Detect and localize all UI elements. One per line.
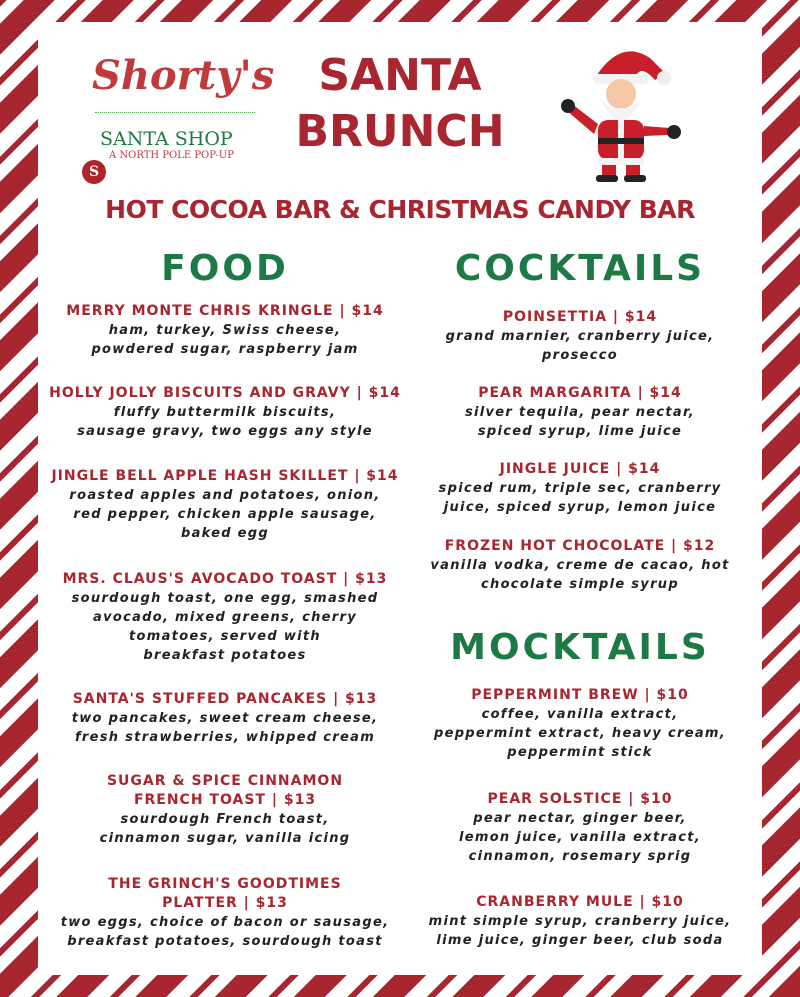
menu-item-name: SUGAR & SPICE CINNAMON FRENCH TOAST | $13 xyxy=(106,773,344,808)
menu-item-description: two pancakes, sweet cream cheese, xyxy=(71,711,379,726)
menu-item-name: PEPPERMINT BREW | $10 xyxy=(471,687,689,703)
menu-item xyxy=(415,893,745,950)
santa-icon xyxy=(560,38,690,183)
menu-item-description: chocolate simple syrup xyxy=(481,577,679,592)
menu-item-description: spiced rum, triple sec, cranberry xyxy=(438,481,722,496)
food-heading: FOOD xyxy=(161,248,289,289)
menu-item-description: two eggs, choice of bacon or sausage, xyxy=(60,915,390,930)
menu-item-description: mint simple syrup, cranberry juice, xyxy=(428,914,732,929)
menu-item-description: sourdough toast, one egg, smashed xyxy=(71,591,379,606)
menu-item xyxy=(40,570,410,665)
menu-item-description: sausage gravy, two eggs any style xyxy=(77,424,373,439)
menu-item-description: tomatoes, served with xyxy=(129,629,321,644)
menu-item-description: cinnamon sugar, vanilla icing xyxy=(99,831,351,846)
menu-item-name: POINSETTIA | $14 xyxy=(502,309,658,325)
menu-item-name: CRANBERRY MULE | $10 xyxy=(476,894,684,910)
menu-item-name: SANTA'S STUFFED PANCAKES | $13 xyxy=(72,691,378,707)
menu-item-description: baked egg xyxy=(180,526,270,541)
menu-item xyxy=(415,460,745,517)
menu-item-name: JINGLE BELL APPLE HASH SKILLET | $14 xyxy=(51,468,399,484)
menu-item-description: spiced syrup, lime juice xyxy=(477,424,683,439)
logo-script: Shorty's xyxy=(92,52,275,99)
menu-item-description: cinnamon, rosemary sprig xyxy=(468,849,692,864)
subtitle: HOT COCOA BAR & CHRISTMAS CANDY BAR xyxy=(105,195,695,224)
menu-item-description: lemon juice, vanilla extract, xyxy=(458,830,701,845)
menu-item-description: red pepper, chicken apple sausage, xyxy=(73,507,377,522)
menu-item xyxy=(415,537,745,594)
menu-item-description: fresh strawberries, whipped cream xyxy=(74,730,376,745)
menu-item-description: ham, turkey, Swiss cheese, xyxy=(108,323,342,338)
menu-item-description: roasted apples and potatoes, onion, xyxy=(69,488,381,503)
menu-item xyxy=(40,302,410,359)
menu-item xyxy=(40,467,410,543)
menu-item-description: breakfast potatoes xyxy=(143,648,307,663)
menu-item-description: lime juice, ginger beer, club soda xyxy=(436,933,724,948)
menu-item-description: prosecco xyxy=(542,348,618,363)
menu-item-description: grand marnier, cranberry juice, xyxy=(445,329,715,344)
string-lights-icon xyxy=(95,112,255,122)
menu-item xyxy=(415,790,745,866)
menu-item-name: HOLLY JOLLY BISCUITS AND GRAVY | $14 xyxy=(49,385,401,401)
logo-shop: SANTA SHOP xyxy=(100,128,233,150)
title-line1: SANTA xyxy=(318,50,482,101)
menu-item xyxy=(415,308,745,365)
menu-item xyxy=(40,875,410,951)
menu-item-description: avocado, mixed greens, cherry xyxy=(93,610,357,625)
mocktails-heading: MOCKTAILS xyxy=(450,627,710,668)
menu-item xyxy=(40,384,410,441)
menu-item-name: PEAR SOLSTICE | $10 xyxy=(487,791,673,807)
menu-item-name: JINGLE JUICE | $14 xyxy=(499,461,661,477)
menu-item-description: coffee, vanilla extract, xyxy=(481,707,679,722)
page-title xyxy=(270,48,530,160)
title-line2: BRUNCH xyxy=(295,106,505,157)
cocktails-heading: COCKTAILS xyxy=(454,248,706,289)
menu-item-description: juice, spiced syrup, lemon juice xyxy=(443,500,717,515)
menu-item-description: peppermint extract, heavy cream, xyxy=(433,726,727,741)
menu-item xyxy=(40,690,410,747)
menu-item-description: peppermint stick xyxy=(507,745,653,760)
menu-item-description: powdered sugar, raspberry jam xyxy=(91,342,359,357)
menu-item-description: sourdough French toast, xyxy=(120,812,330,827)
ornament-icon: S xyxy=(82,160,106,184)
menu-item-description: fluffy buttermilk biscuits, xyxy=(113,405,337,420)
menu-item xyxy=(40,772,410,848)
menu-item-name: THE GRINCH'S GOODTIMES PLATTER | $13 xyxy=(108,876,342,911)
menu-item-description: breakfast potatoes, sourdough toast xyxy=(67,934,383,949)
menu-item-name: FROZEN HOT CHOCOLATE | $12 xyxy=(444,538,716,554)
logo-tagline: A NORTH POLE POP-UP xyxy=(109,150,234,161)
menu-item-name: PEAR MARGARITA | $14 xyxy=(478,385,682,401)
menu-item-name: MRS. CLAUS'S AVOCADO TOAST | $13 xyxy=(62,571,388,587)
menu-item-description: silver tequila, pear nectar, xyxy=(464,405,696,420)
menu-item xyxy=(415,384,745,441)
menu-item xyxy=(415,686,745,762)
menu-item-name: MERRY MONTE CHRIS KRINGLE | $14 xyxy=(66,303,384,319)
menu-item-description: vanilla vodka, creme de cacao, hot xyxy=(430,558,730,573)
menu-item-description: pear nectar, ginger beer, xyxy=(473,811,687,826)
